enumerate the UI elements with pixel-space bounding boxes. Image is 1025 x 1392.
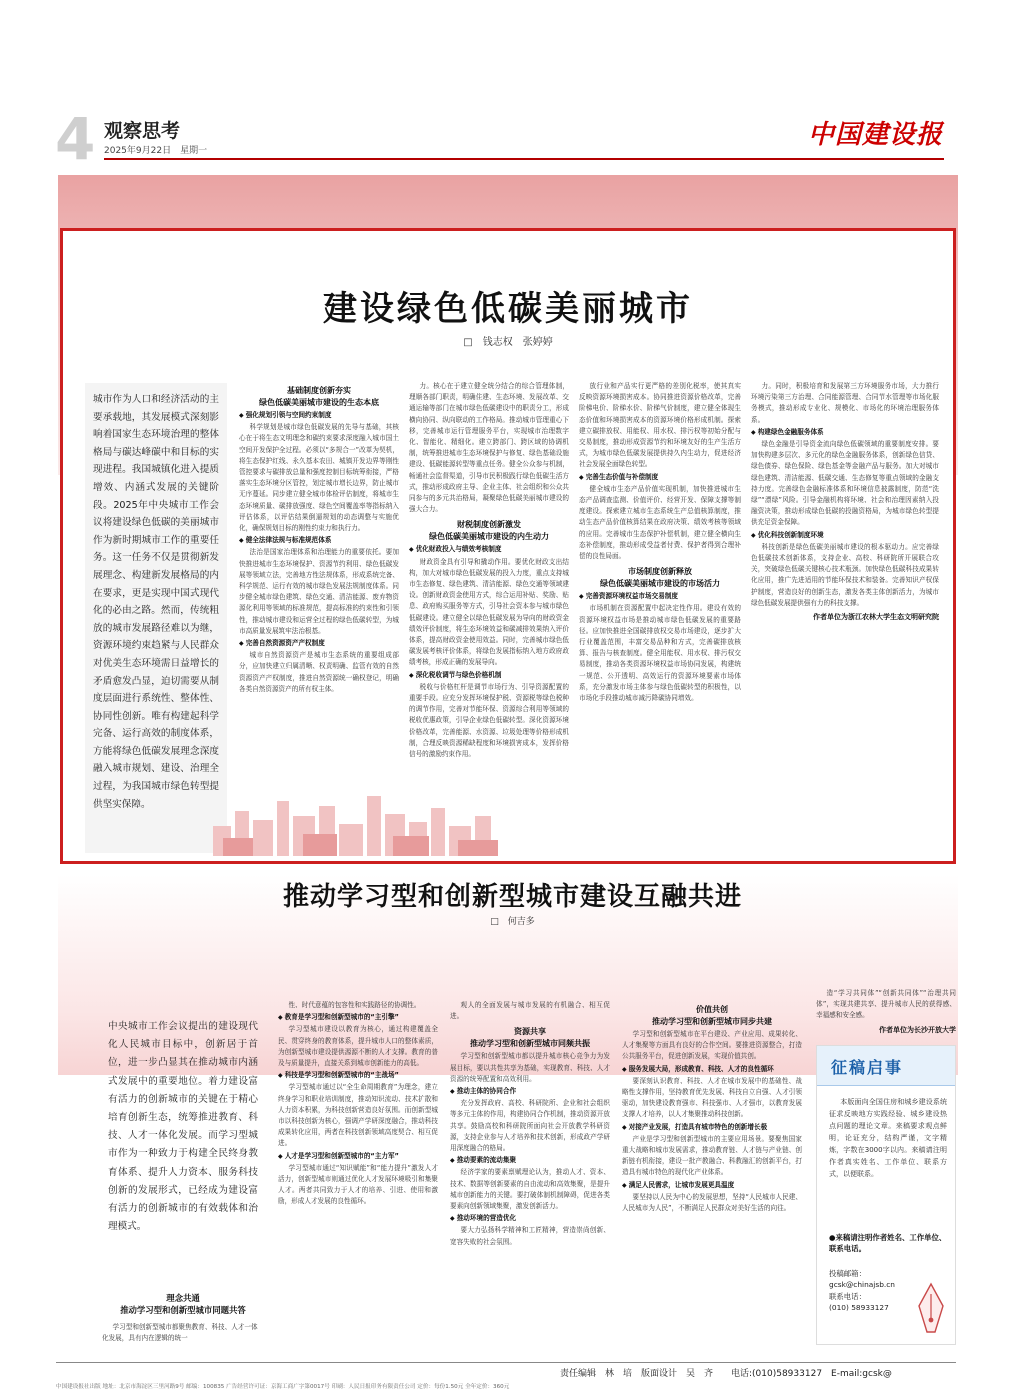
paragraph-lead: ◆ 健全法律法规与标准规范体系 [239, 535, 399, 546]
paragraph-lead: ◆ 科技是学习型和创新型城市的“主战场” [278, 1070, 438, 1081]
body-paragraph: 科技创新是绿色低碳美丽城市建设的根本驱动力。应完善绿色低碳技术创新体系，支持企业、高校、科研院所开展联合攻关，突破绿色低碳关键核心技术瓶颈。加快绿色低碳科技成果转化应用，推广先进适用的节能环保技术和装备。完善知识产权保护制度，营造良好的创新生态，激发各类主体创新活力，为城市绿色低碳发展提供强有力的科技支撑。 [751, 542, 939, 607]
column-subhead: 资源共享 推动学习型和创新型城市同频共振 [470, 1027, 590, 1049]
article-column-3 [579, 381, 741, 851]
article-intro-text: 城市作为人口和经济活动的主要承载地，其发展模式深刻影响着国家生态环境治理的整体格局与碳达峰碳中和目标的实现进程。我国城镇化进入提质增效、内涵式发展的关键阶段。2025年中央城市工作会议将建设绿色低碳的美丽城市作为新时期城市工作的重要任务。这一任务不仅是贯彻新发展理念、构建新发展格局的内在要求，更是实现中国式现代化的必由之路。然而，传统粗放的城市发展路径难以为继，资源环境约束趋紧与人民群众对优美生态环境需日益增长的矛盾愈发凸显，迫切需要从制度层面进行系统性、整体性、协同性创新。唯有构建起科学完备、运行高效的制度体系，方能将绿色低碳发展理念深度融入城市规划、建设、治理全过程，为我国城市绿色转型提供坚实保障。 [93, 394, 219, 810]
masthead-rule [104, 158, 944, 160]
article-column-4 [751, 381, 939, 851]
article2-column-2 [450, 1000, 610, 1355]
paragraph-lead: ◆ 深化税收调节与绿色价格机制 [409, 670, 569, 681]
body-paragraph: 要深刻认识教育、科技、人才在城市发展中的基础性、战略性支撑作用，坚持教育优先发展、科技自立自强、人才引领驱动，加快建设教育强市、科技强市、人才强市，以教育发展支撑人才培养，以人才集聚推动科技创新。 [622, 1076, 802, 1119]
paragraph-lead: ◆ 满足人民需求，让城市发展更具温度 [622, 1180, 802, 1191]
paragraph-lead: ◆ 完善资源环境权益市场交易制度 [579, 591, 741, 602]
body-paragraph: 科学规划是城市绿色低碳发展的先导与基础，其核心在于将生态文明理念和碳约束要求深度融入城市国土空间开发保护全过程。必须以“多规合一”改革为契机，将生态保护红线、永久基本农田、城镇开发边界等刚性管控要求与碳排放总量和强度控制目标统筹衔接，严格落实生态环境分区管控，划定城市增长边界，防止城市无序蔓延。同步建立健全城市体检评估制度，将城市生态环境质量、碳排放强度、绿色空间覆盖率等指标纳入评估体系，以评估结果倒逼规划的动态调整与实施优化，确保规划目标的刚性约束力和执行力。 [239, 423, 399, 533]
section-title: 观察思考 [104, 120, 181, 142]
body-paragraph: 学习型和创新型城市都以提升城市核心竞争力为发展目标，要以共性共享为基础，实现教育、科技、人才资源的统筹配置和高效利用。 [450, 1052, 610, 1083]
column-subhead: 市场制度创新释放 绿色低碳美丽城市建设的市场活力 [600, 567, 720, 589]
body-paragraph: 力。核心在于建立健全统分结合的综合管理体制，理顺各部门职责，明确住建、生态环境、发展改革、交通运输等部门在城市绿色低碳建设中的职责分工，形成横向协同、纵向联动的工作格局。推动城市管理重心下移，完善城市运行管理服务平台，实现城市治理数字化、智能化、精细化。建立跨部门、跨区域的协调机制，统筹推进城市生态环境保护与修复、绿色基础设施建设、低碳能源转型等重点任务。健全公众参与机制，畅通社会监督渠道，引导市民积极践行绿色低碳生活方式，推动形成政府主导、企业主体、社会组织和公众共同参与的多元共治格局，凝聚绿色低碳美丽城市建设的强大合力。 [409, 382, 569, 514]
publication-date: 2025年9月22日 星期一 [104, 146, 208, 156]
phone-number: (010) 58933127 [829, 1303, 889, 1313]
article2-intro-tail: 学习型和创新型城市都聚焦教育、科技、人才一体化发展，具有内在逻辑的统一 [102, 1323, 258, 1343]
article2-headline: 推动学习型和创新型城市建设互融共进 [282, 882, 742, 912]
article-byline: □ 钱志权 张婷婷 [463, 337, 553, 348]
masthead [0, 0, 1025, 175]
page-number: 4 [55, 105, 96, 173]
paragraph-lead: ◆ 服务发展大局，形成教育、科技、人才的良性循环 [622, 1064, 802, 1075]
article-headline: 建设绿色低碳美丽城市 [323, 289, 693, 329]
author-affiliation: 作者单位为浙江农林大学生态文明研究院 [813, 613, 939, 622]
body-paragraph: 学习型城市通过“知识赋能”和“能力提升”激发人才活力，创新型城市则通过优化人才发展环境吸引和集聚人才。两者共同致力于人才的培养、引进、使用和激励，形成人才发展的良性循环。 [278, 1163, 438, 1206]
article2-column-4 [816, 988, 956, 1040]
article2-intro-text: 中央城市工作会议提出的建设现代化人民城市目标中，创新居于首位，进一步凸显其在推动城市内涵式发展中的重要地位。着力建设富有活力的创新城市的关键在于精心培育创新生态，统筹推进教育、科技、人才一体化发展。而学习型城市作为一种致力于构建全民终身教育体系、提升人力资本、服务科技创新的发展形式，已经成为建设富有活力的创新城市的有效载体和治理模式。 [108, 1021, 258, 1233]
paragraph-lead: ◆ 完善自然资源资产产权制度 [239, 638, 399, 649]
call-for-papers-header [817, 1046, 955, 1086]
fountain-pen-icon [911, 1282, 951, 1338]
body-paragraph: 财政资金具有引导和撬动作用。要优化财政支出结构，加大对城市绿色低碳发展的投入力度，重点支持城市生态修复、绿色建筑、清洁能源、绿色交通等领域建设。创新财政资金使用方式，综合运用补贴、奖励、贴息、政府购买服务等方式，引导社会资本参与城市绿色低碳建设。建立健全以绿色低碳发展为导向的财政资金绩效评价制度，将生态环境效益和碳减排效果纳入评价体系，提高财政资金使用效益。同时，完善城市绿色低碳发展考核评价体系，将绿色发展指标纳入地方政府政绩考核，形成正确的发展导向。 [409, 557, 569, 667]
body-paragraph: 法治是国家治理体系和治理能力的重要依托。要加快推进城市生态环境保护、资源节约利用、绿色低碳发展等领域立法，完善地方性法规体系，形成系统完备、科学规范、运行有效的城市绿色发展法规制度体系。同步健全城市绿色建筑、绿色交通、清洁能源、废弃物资源化利用等领域的标准规范，提高标准的约束性和引领性，推动城市建设和运营全过程的绿色低碳转型，为城市高质量发展筑牢法治根基。 [239, 548, 399, 635]
paragraph-lead: ◆ 教育是学习型和创新型城市的“主引擎” [278, 1012, 438, 1023]
paragraph-lead: ◆ 人才是学习型和创新型城市的“主力军” [278, 1151, 438, 1162]
body-paragraph: 学习型和创新型城市在平台建设、产业应用、成果转化、人才集聚等方面具有良好的合作空间。要推进资源整合，打造公共服务平台，促进创新发展，实现价值共创。 [622, 1030, 802, 1061]
article2-byline: □ 何吉多 [490, 917, 535, 927]
column-subhead: 基础制度创新夯实 绿色低碳美丽城市建设的生态本底 [259, 386, 379, 407]
body-paragraph: 要坚持以人民为中心的发展思想，坚持“人民城市人民建、人民城市为人民”，不断满足人民群众对美好生活的向往。 [622, 1192, 802, 1213]
article-intro-box [85, 383, 227, 853]
paragraph-lead: ◆ 完善生态价值与补偿制度 [579, 472, 741, 483]
article-column-2 [409, 381, 569, 851]
call-for-papers-reminder: ●来稿请注明作者姓名、工作单位、联系电话。 [829, 1233, 947, 1253]
article2-column-1 [278, 1000, 438, 1355]
footer-rule [56, 1362, 956, 1363]
email-address[interactable]: gcsk@chinajsb.cn [829, 1280, 895, 1290]
body-paragraph: 税收与价格杠杆是调节市场行为、引导资源配置的重要手段。应充分发挥环境保护税、资源税等绿色税种的调节作用，完善对节能环保、资源综合利用等领域的税收优惠政策，引导企业绿色低碳转型。深化资源环境价格改革，完善能源、水资源、垃圾处理等价格形成机制，合理反映资源稀缺程度和环境损害成本，发挥价格信号的激励约束作用。 [409, 682, 569, 759]
paragraph-lead: ◆ 优化科技创新制度环境 [751, 530, 939, 541]
call-for-papers-body: 本版面向全国住房和城乡建设系统征求反映地方实践经验、城乡建设热点问题的理论文章。来稿要求观点鲜明，论证充分，结构严谨，文字精炼，字数在3000字以内。来稿请注明作者真实姓名、工作单位、联系方式，以便联系。 [829, 1098, 947, 1178]
article2-intro-box [102, 1012, 264, 1284]
body-paragraph: 产业是学习型和创新型城市的主要应用场景。要聚焦国家重大战略和城市发展需求，推动教育链、人才链与产业链、创新链有机衔接，建设一批产教融合、科教融汇的创新平台，打造具有城市特色的现代化产业体系。 [622, 1134, 802, 1177]
body-paragraph: 学习型城市通过以“全生命周期教育”为理念，建立终身学习和职业培训制度，推动知识流动、技术扩散和人力资本积累，为科技创新营造良好氛围。而创新型城市以科技创新为核心，强调产学研深度融合，推动科技成果转化应用，两者在科技创新领域高度契合、相互促进。 [278, 1083, 438, 1148]
footer-fineprint: 中国建设报社出版 地址：北京市海淀区三里河路9号 邮编：100835 广告经营许可证：京海工商广字第0017号 印刷：人民日报印务有限责任公司 定价：每份1.50元 全年定价：360元 [56, 1384, 510, 1390]
body-paragraph: 健全城市生态产品价值实现机制，加快推进城市生态产品调查监测、价值评价、经营开发、保障支撑等制度建设。探索建立城市生态系统生产总值核算制度，推动生态产品价值核算结果在政府决策、绩效考核等领域的应用。完善城市生态保护补偿机制，建立健全横向生态补偿制度，推动形成受益者付费、保护者得到合理补偿的良性局面。 [579, 484, 741, 561]
phone-label: 联系电话： [829, 1291, 866, 1301]
paragraph-lead: ◆ 推动环境的营造优化 [450, 1213, 610, 1224]
newspaper-logo: 中国建设报 [808, 120, 944, 150]
body-paragraph: 市场机制在资源配置中起决定性作用。建设有效的资源环境权益市场是推动城市绿色低碳发展的重要路径。应加快推进全国碳排放权交易市场建设，逐步扩大行业覆盖范围，丰富交易品种和方式，完善碳排放核算、报告与核查制度。健全用能权、用水权、排污权交易制度，推动各类资源环境权益市场协同发展，构建统一规范、公开透明、高效运行的资源环境要素市场体系，充分激发市场主体参与绿色低碳转型的积极性，以市场化手段推动城市减污降碳协同增效。 [579, 604, 741, 703]
body-paragraph: 观人的全面发展与城市发展的有机融合、相互促进。 [450, 1001, 610, 1021]
body-paragraph: 力。同时，积极培育和发展第三方环境服务市场，大力推行环境污染第三方治理、合同能源管理、合同节水管理等市场化服务模式，推动形成专业化、规模化、市场化的环境治理服务体系。 [751, 382, 939, 424]
paragraph-lead: ◆ 构建绿色金融服务体系 [751, 427, 939, 438]
page-footer [0, 1360, 1025, 1392]
call-for-papers-title: 征稿启事 [831, 1058, 904, 1077]
article2-intro-subhead: 理念共通 推动学习型和创新型城市同题共答 [120, 1293, 246, 1315]
author-affiliation: 作者单位为长沙开放大学 [879, 1025, 956, 1034]
paragraph-lead: ◆ 强化规划引领与空间约束制度 [239, 410, 399, 421]
email-label: 投稿邮箱： [829, 1269, 866, 1278]
paragraph-lead: ◆ 推动主体的协同合作 [450, 1086, 610, 1097]
body-paragraph: 性、时代意蕴的包容性和实践路径的协调性。 [288, 1001, 421, 1009]
body-paragraph: 要大力弘扬科学精神和工匠精神，营造崇尚创新、宽容失败的社会氛围。 [450, 1226, 610, 1246]
column-subhead: 财税制度创新激发 绿色低碳美丽城市建设的内生动力 [429, 520, 549, 542]
column-subhead: 价值共创 推动学习型和创新型城市同步共建 [652, 1005, 772, 1026]
paragraph-lead: ◆ 对接产业发展，打造具有城市特色的创新增长极 [622, 1122, 802, 1133]
body-paragraph: 充分发挥政府、高校、科研院所、企业和社会组织等多元主体的作用，构建协同合作机制，推动资源开放共享。鼓励高校和科研院所面向社会开放教学科研资源，支持企业参与人才培养和技术创新，形成政产学研用深度融合的格局。 [450, 1099, 610, 1153]
article-column-1 [239, 381, 399, 851]
article-frame [60, 228, 956, 864]
body-paragraph: 造“学习共同体”“创新共同体”“治理共同体”，实现共建共享、提升城市人民的获得感、幸福感和安全感。 [816, 989, 956, 1020]
body-paragraph: 放行业和产品实行更严格的差别化税率，使其真实反映资源环境损害成本。协同推进资源价格改革，完善阶梯电价、阶梯水价、阶梯气价制度，建立健全体现生态价值和环境损害成本的资源环境价格形成机制。探索建立碳排放权、用能权、用水权、排污权等初始分配与交易制度，推动形成资源节约和环境友好的生产生活方式，为城市绿色低碳发展提供持久内生动力，促进经济社会发展全面绿色转型。 [579, 382, 741, 469]
paragraph-lead: ◆ 优化财政投入与绩效考核制度 [409, 544, 569, 555]
paragraph-lead: ◆ 推动要素的流动集聚 [450, 1155, 610, 1166]
body-paragraph: 城市自然资源资产是城市生态系统的重要组成部分，应加快建立归属清晰、权责明确、监管有效的自然资源资产产权制度，推进自然资源统一确权登记，明确各类自然资源资产的所有权主体。 [239, 651, 399, 693]
body-paragraph: 绿色金融是引导资金流向绿色低碳领域的重要制度安排。要加快构建多层次、多元化的绿色金融服务体系，创新绿色信贷、绿色债券、绿色保险、绿色基金等金融产品与服务。加大对城市绿色建筑、清洁能源、低碳交通、生态修复等重点领域的金融支持力度。完善绿色金融标准体系和环境信息披露制度，防范“洗绿”“漂绿”风险。引导金融机构将环境、社会和治理因素纳入投融资决策，推动形成绿色低碳的投融资格局，为城市绿色转型提供充足资金保障。 [751, 440, 939, 527]
body-paragraph: 经济学家的要素禀赋理论认为，推动人才、资本、技术、数据等创新要素的自由流动和高效集聚，是提升城市创新能力的关键。要打破体制机制障碍，促进各类要素向创新领域集聚，激发创新活力。 [450, 1168, 610, 1211]
article2-column-3 [622, 1000, 802, 1355]
call-for-papers-box [816, 1045, 956, 1345]
footer-editors: 责任编辑 林 培 版面设计 吴 齐 电话:(010)58933127 E-mail:gcsk@ [560, 1369, 892, 1379]
body-paragraph: 学习型城市建设以教育为核心，通过构建覆盖全民、贯穿终身的教育体系，提升城市人口的整体素质，为创新型城市建设提供源源不断的人才支撑。教育的普及与质量提升，直接关系到城市创新能力的高低。 [278, 1025, 438, 1068]
